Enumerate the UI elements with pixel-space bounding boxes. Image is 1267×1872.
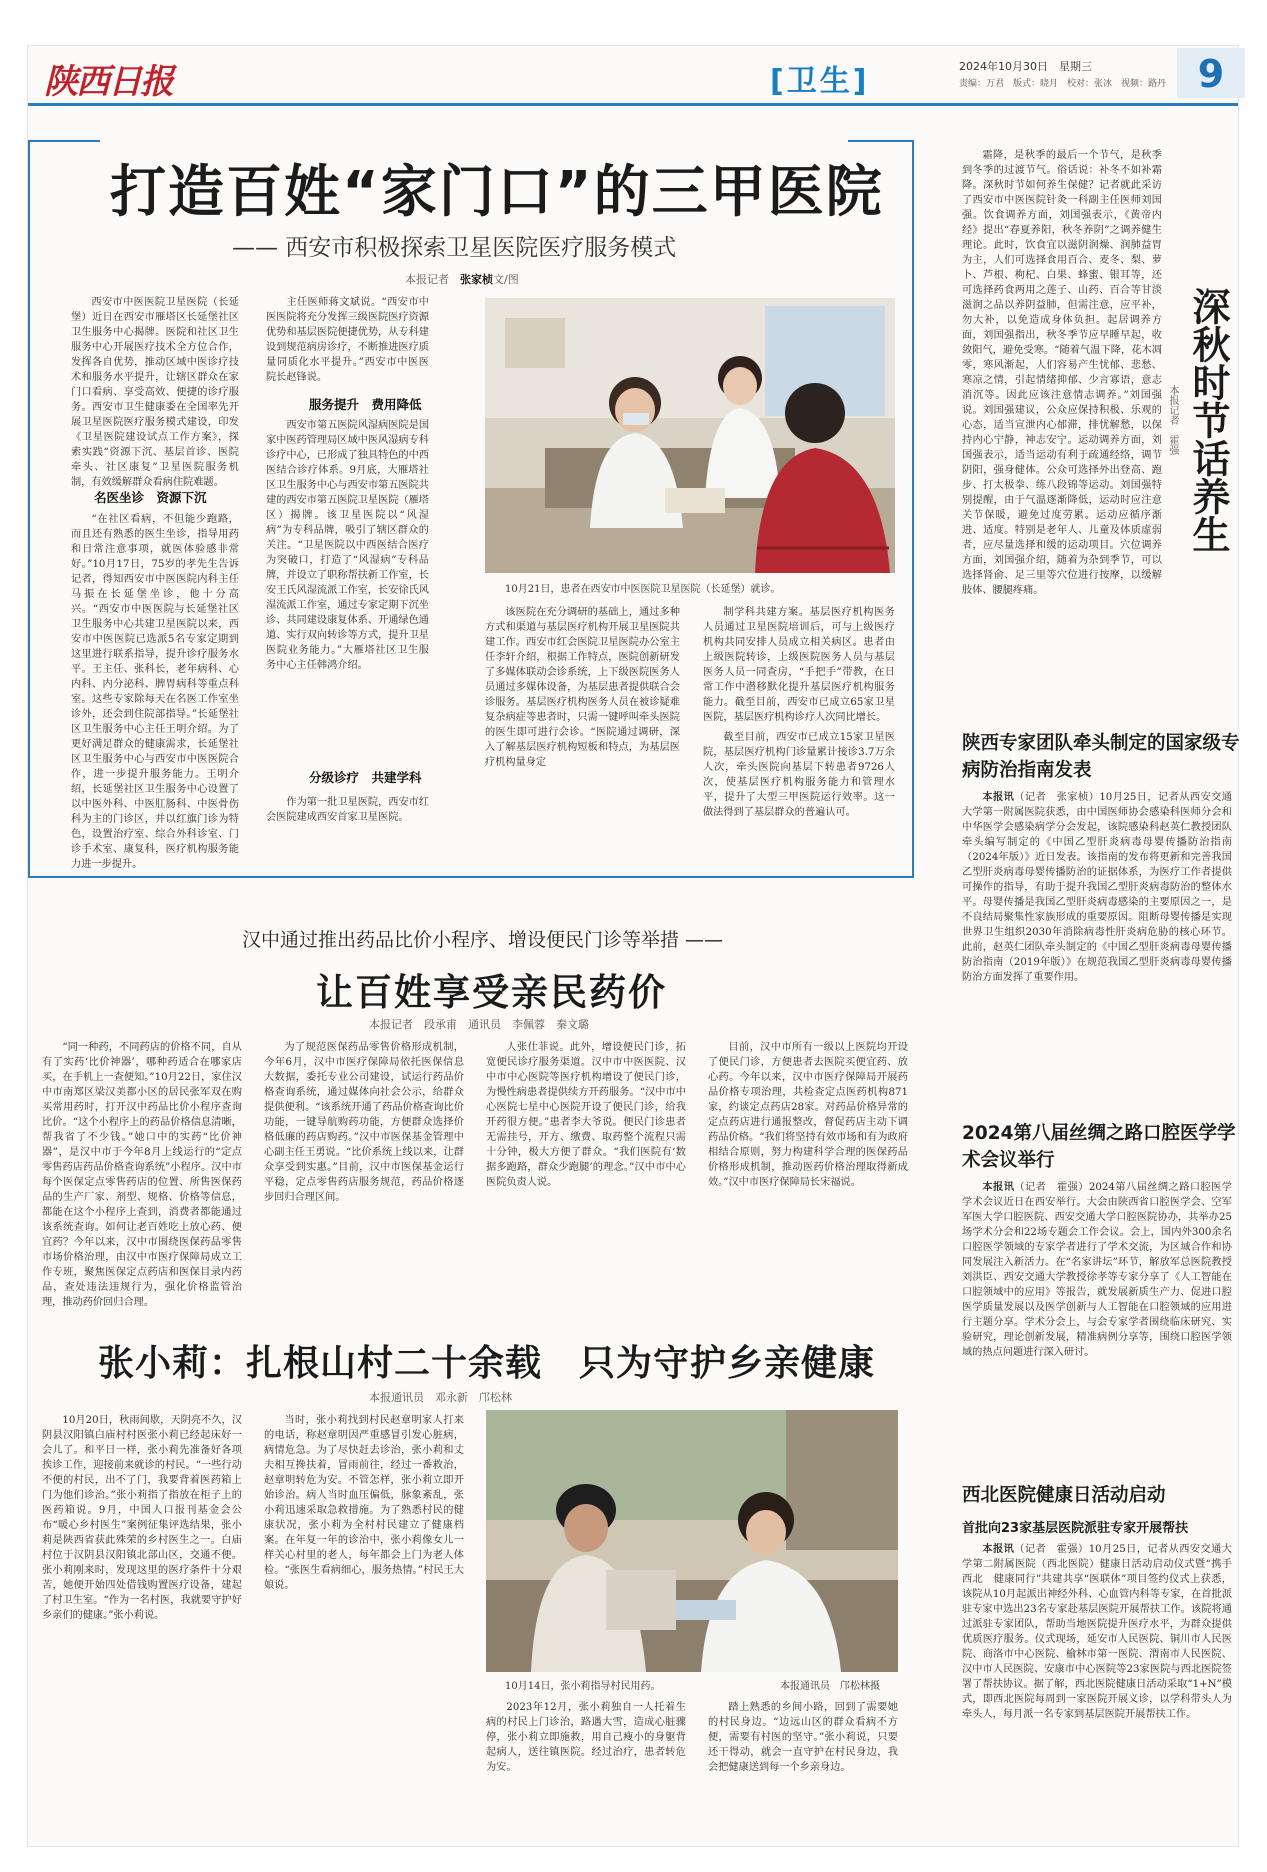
brief1-lead: 本报讯 [982, 791, 1015, 803]
article2-col3: 人张仕菲说。此外，增设便民门诊，拓宽便民诊疗服务渠道。汉中市中医医院、汉中市中心医院等医疗机构增设了便民门诊，为慢性病患者提供续方开药服务。“汉中市中心医院七星中心医院开设了便民门诊，给我开药很方便。”患者李大爷说。便民门诊患者无需挂号，开方、缴费、取药整个流程只需十分钟，极大方便了群众。“我们医院有‘数据多跑路，群众少跑腿’的理念。”汉中市中心医院负责人说。 [486, 1042, 686, 1188]
page-number: 9 [1177, 48, 1245, 98]
lead-subhead-3: 分级诊疗 共建学科 [309, 770, 422, 785]
lead-article-subtitle: —— 西安市积极探索卫星医院医疗服务模式 [232, 235, 677, 261]
lead-subhead-1: 名医坐诊 资源下沉 [94, 490, 207, 505]
brief2-title: 2024第八届丝绸之路口腔医学学术会议举行 [962, 1123, 1236, 1171]
article3-photo [486, 1410, 898, 1672]
brief3-title: 西北医院健康日活动启动 [962, 1485, 1166, 1506]
brief3-lead: 本报讯 [982, 1543, 1015, 1555]
brief1-title: 陕西专家团队牵头制定的国家级专病防治指南发表 [962, 733, 1240, 781]
article3-photo-caption: 10月14日，张小莉指导村民用药。 [505, 1681, 661, 1692]
lead-col5b: 截至目前，西安市已成立15家卫星医院，基层医疗机构门诊量累计接诊3.7万余人次，牵头医院向基层下转患者9726人次，使基层医疗机构服务能力和管理水平，提升了大型三甲医院运行效率。这一做法得到了基层群众的普遍认可。 [703, 732, 895, 818]
article3-title: 张小莉：扎根山村二十余载 只为守护乡亲健康 [98, 1343, 876, 1384]
article3-photo-credit: 本报通讯员 邝松林摄 [780, 1681, 880, 1692]
article3-col1: 10月20日，秋雨间歇，天阴亮不久，汉阴县汉阳镇白庙村村医张小莉已经起床好一会儿了。和平日一样，张小莉先准备好各项挨诊工作，迎接前来就诊的村民。“一些行动不便的村民，出不了门，我要背着医药箱上门为他们诊治。”张小莉指了指放在柜子上的医药箱说。9月，中国人口报刊基金会公布“暖心乡村医生”案例征集评选结果，张小莉是陕西省获此殊荣的乡村医生之一。白庙村位于汉阴县汉阳镇北部山区，交通不便。张小莉刚来时，发现这里的医疗条件十分艰苦，她便开始四处借钱购置医疗设备，建起了村卫生室。“作为一名村医，我就要守护好乡亲们的健康。”张小莉说。 [42, 1415, 242, 1621]
lead-photo-caption: 10月21日，患者在西安市中医医院卫星医院（长延堡）就诊。 [505, 584, 781, 595]
article2-byline: 本报记者 段承甫 通讯员 李佩蓉 秦文璐 [369, 1018, 589, 1031]
lead-col4: 该医院在充分调研的基础上，通过多种方式和渠道与基层医疗机构开展卫星医院共建工作。西安市红会医院卫星医院办公室主任李轩介绍，根据工作特点，医院创新研发了多媒体联动会诊系统，上下级医院医务人员通过多媒体设备，为基层患者提供联合会诊服务。基层医疗机构医务人员在被诊疑难复杂病症等患者时，只需一键呼叫牵头医院的医生即可进行会诊。“医院通过调研，深入了解基层医疗机构短板和特点，为基层医疗机构量身定 [485, 607, 680, 768]
masthead [44, 50, 1239, 102]
article2-col4: 目前，汉中市所有一级以上医院均开设了便民门诊，方便患者去医院买便宜药、放心药。今年以来，汉中市医疗保障局开展药品价格专项治理，共检查定点医药机构871家，约谈定点药店28家。对药品价格异常的定点药店进行通报整改，督促药店主动下调药品价格。“我们将坚持有效市场和有为政府相结合原则，努力构建科学合理的医保药品价格形成机制，推动医药价格治理取得新成效。”汉中市医疗保障局长宋福说。 [708, 1042, 908, 1188]
lead-col5: 制学科共建方案。基层医疗机构医务人员通过卫星医院培训后，可与上级医疗机构共同安排人员成立相关病区。患者由上级医院转诊，上级医院医务人员与基层医务人员一同查房，“手把手”带教，在日常工作中潜移默化提升基层医疗机构服务能力。截至目前，西安市已成立65家卫星医院，基层医疗机构诊疗人次同比增长。 [703, 607, 895, 723]
article3-col4: 踏上熟悉的乡间小路，回到了需要她的村民身边。“边远山区的群众看病不方便，需要有村医的坚守。”张小莉说，只要还干得动，就会一直守护在村民身边，我会把健康送到每一个乡亲身边。 [708, 1702, 898, 1773]
lead-col1: 西安市中医医院卫星医院（长延堡）近日在西安市雁塔区长延堡社区卫生服务中心揭牌。医院和社区卫生服务中心开展医疗技术全方位合作，发挥各自优势，推动区域中医诊疗技术和服务水平提升，让辖区群众在家门口看病、享受高效、便捷的诊疗服务。西安市卫生健康委在全国率先开展卫星医院医疗服务模式建设，印发《卫星医院建设试点工作方案》，探索实践“资源下沉、基层首诊、医院牵头、社区康复”卫星医院服务机制，有效缓解群众看病住院难题。 [71, 297, 239, 488]
feature-vertical-title: 深秋时节话养生 [1186, 287, 1230, 553]
lead-col2: “在社区看病，不但能少跑路，而且还有熟悉的医生坐诊，指导用药和日常注意事项，就医体验感非常好。”10月17日，75岁的孝先生告诉记者，得知西安市中医医院内科主任马振在长延堡坐诊，他十分高兴。“西安市中医医院与长延堡社区卫生服务中心共建卫星医院以来，西安市中医医院已选派5名专家定期到这里进行联系指导，提升诊疗服务水平。王主任、张科长，老年病科、心内科、内分泌科、脾胃病科等重点科室。这些专家除每天在名医工作室坐诊外，还会到住院部指导。”长延堡社区卫生服务中心主任王明介绍。为了更好满足群众的健康需求，长延堡社区卫生服务中心与西安市中医医院合作，进一步提升服务能力。王明介绍，长延堡社区卫生服务中心设置了以中医外科、中医肛肠科、中医骨伤科为主的门诊区，并以红旗门诊为特色，设置治疗室、综合外科诊室、门诊手术室、康复科，医疗机构服务能力进一步提升。 [71, 514, 239, 870]
article2-col2: 为了规范医保药品零售价格形成机制，今年6月，汉中市医疗保障局依托医保信息大数据，委托专业公司建设，试运行药品价格查询系统，通过媒体向社会公示，给群众提供便利。“该系统开通了药品价格查询比价功能，一键导航购药功能，方便群众选择价格低廉的药店购药。”汉中市医保基金管理中心副主任王勇说。“比价系统上线以来，让群众享受到实惠。”目前，汉中市医保基金运行平稳，定点零售药店服务规范，药品价格逐步回归合理区间。 [264, 1042, 464, 1203]
brief2-body: 本报讯（记者 霍强）2024第八届丝绸之路口腔医学学术会议近日在西安举行。大会由陕西省口腔医学会、空军军医大学口腔医院、西安交通大学口腔医院协办，共举办25场学术分会和22场专题会工作会议。会上，国内外300余名口腔医学领域的专家学者进行了学术交流，为区域合作和协同发展注入新活力。在“名家讲坛”环节，解放军总医院教授刘洪臣、西安交通大学教授徐孝等专家分享了《人工智能在口腔领域中的应用》等报告，就发展新质生产力、促进口腔医学质量发展以及医学创新与人工智能在口腔领域的应用进行主题分享。学术分会上，与会专家学者围绕临床研究、实验研究，理论创新发展，精准病例分享等，围绕口腔医学领域的热点问题进行深入研讨。 [962, 1181, 1232, 1358]
issue-date: 2024年10月30日 星期三 [959, 60, 1092, 73]
article3-col3: 2023年12月，张小莉独自一人托着生病的村民上门诊治，路遇大雪，造成心脏骤停，张小莉立即施救，用自己瘦小的身躯背起病人，送往镇医院。经过治疗，患者转危为安。 [486, 1702, 686, 1773]
article2-col1: “同一种药，不同药店的价格不同，自从有了实药‘比价神器’，哪种药适合在哪家店买，在手机上一查便知。”10月22日，家住汉中市南郑区梁汉美都小区的居民张军双在购买常用药时，打开汉中药品比价小程序查询比价。“这个小程序上的药品价格信息清晰，帮我省了不少钱。”她口中的实药“比价神器”，是汉中市于今年8月上线运行的“定点零售药店药品价格查询系统”小程序。汉中市每个医保定点零售药店的位置、所售医保药品的生产厂家、剂型、规格、价格等信息，都能在这个小程序上查到，消费者都能通过该系统查询。如何让老百姓吃上放心药、便宜药？今年以来，汉中市围绕医保药品零售市场价格治理，由汉中市医疗保障局成立工作专班，聚焦医保定点药店和医保目录内药品，查处违法违规行为，强化价格监管治理，推动药价回归合理。 [42, 1042, 242, 1308]
brief2-lead: 本报讯 [982, 1181, 1015, 1193]
lead-col3c: 作为第一批卫星医院，西安市红会医院建成西安首家卫星医院。 [266, 797, 430, 823]
lead-article-byline: 本报记者 张家桢文/图 [405, 273, 519, 286]
article3-byline: 本报通讯员 邓永新 邝松林 [369, 1391, 512, 1404]
article3-col2: 当时，张小莉找到村民赵章明家人打来的电话，称赵章明因严重感冒引发心脏病，病情危急。为了尽快赶去诊治，张小莉和丈夫相互搀扶着，冒雨前往，经过一番救治，赵章明转危为安。不管怎样，张小莉立即开始诊治。病人当时血压偏低，脉象紊乱，张小莉迅速采取急救措施。为了熟悉村民的健康状况，张小莉为全村村民建立了健康档案。在年复一年的诊治中，张小莉像女儿一样关心村里的老人，每年都会上门为老人体检。“张医生看病细心，服务热情。”村民王大娘说。 [264, 1415, 464, 1591]
masthead-rule [28, 103, 1238, 106]
lead-article-title: 打造百姓“家门口”的三甲医院 [110, 160, 884, 225]
newspaper-logo: 陕西日报 [44, 62, 172, 102]
editor-credits: 责编：万君 版式：晓月 校对：张冰 视频：路丹 [959, 79, 1167, 89]
lead-photo [485, 298, 895, 573]
section-tag: [卫生] [770, 64, 870, 99]
lead-col3: 主任医师蒋文斌说。“西安市中医医院将充分发挥三级医院医疗资源优势和基层医院便捷优势，从专科建设到规范病房诊疗，不断推进医疗质量同质化水平提升。”西安市中医医院长赵锋说。 [266, 297, 429, 383]
article2-kicker: 汉中通过推出药品比价小程序、增设便民门诊等举措 —— [242, 929, 724, 951]
clinic-consultation-illustration [485, 298, 895, 573]
brief3-body: 本报讯（记者 霍强）10月25日，记者从西安交通大学第二附属医院（西北医院）健康日活动启动仪式暨“携手西北 健康同行”共建共享“医联体”项目签约仪式上获悉，该院从10月起派出神经外科、心血管内科等专家，在首批派驻专家中选出23名专家赴基层医院开展帮扶工作。该院将通过派驻专家团队，帮助当地医院提升医疗水平，为群众提供优质医疗服务。仪式现场，延安市人民医院、铜川市人民医院、商洛市中心医院、榆林市第一医院、渭南市人民医院、汉中市人民医院、安康市中心医院等23家医院与西北医院签署了帮扶协议。据了解，西北医院健康日活动采取“1+N”模式，即西北医院每周到一家医院开展义诊，以学科带头人为牵头人，每月派一名专家到基层医院开展帮扶工作。 [962, 1543, 1232, 1720]
lead-col3b: 西安市第五医院风湿病医院是国家中医药管理局区域中医风湿病专科诊疗中心，已形成了独具特色的中西医结合诊疗体系。9月底，大雁塔社区卫生服务中心与西安市第五医院共建的西安市第五医院卫星医院（雁塔区）揭牌。该卫星医院以“风湿病”为专科品牌，吸引了辖区群众的关注。“卫星医院以中西医结合医疗为突破口，打造了“风湿病”专科品牌，并设立了职称帮扶新工作室，长安王氏风湿流派工作室，长安徐氏风湿流派工作室，通过专家定期下沉坐诊、共同建设康复体系、开通绿色通道、实行双向转诊等方式，提升卫星医院业务能力。”大雁塔社区卫生服务中心主任韩鸿介绍。 [266, 420, 430, 671]
brief3-subtitle: 首批向23家基层医院派驻专家开展帮扶 [962, 1521, 1189, 1536]
village-doctor-illustration [486, 1410, 898, 1672]
feature-byline: 本报记者 霍强 [1167, 385, 1178, 455]
feature-text: 霜降，是秋季的最后一个节气，是秋季到冬季的过渡节气。俗话说：补冬不如补霜降。深秋时节如何养生保健？记者就此采访了西安市中医医院针灸一科副主任医师刘国强。饮食调养方面，刘国强表示，《黄帝内经》提出“春夏养阳，秋冬养阴”之调养健生理论。此时，饮食宜以滋阴润燥、润肺益胃为主，人们可选择食用百合、麦冬、梨、萝卜、芦根、枸杞、白果、蜂蜜、银耳等，还可选择药食两用之莲子、山药、百合等甘淡滋润之品以养阴益肺，但需注意，应平补，勿大补，以免造成身体负担。起居调养方面，刘国强指出，秋冬季节应早睡早起，收敛阳气，避免受寒。“随着气温下降，花木凋零，寒风渐起，人们容易产生忧郁、悲愁、寒凉之情，引起情绪抑郁、少言寡语，意志消沉等。因此应该注意情志调养。”刘国强说。刘国强建议，公众应保持积极、乐观的心态，适当宣泄内心郁滞，排忧解愁，以保持内心宁静，神志安宁。运动调养方面，刘国强表示，适当运动有利于疏通经络，调节阴阳，强身健体。公众可选择外出登高、跑步、打太极拳、练八段锦等运动。刘国强特别提醒，由于气温逐渐降低，运动时应注意关节保暖，避免过度劳累。运动应循序渐进、适度。特别是老年人、儿童及体质虚弱者，应尽量选择和缓的运动项目。穴位调养方面，刘国强介绍，随着为杂到季节，可以选择肾俞、足三里等穴位进行按摩，以缓解肢体、腰腿疼痛。 [962, 150, 1162, 596]
article2-title: 让百姓享受亲民药价 [316, 971, 667, 1014]
brief1-body: 本报讯（记者 张家桢）10月25日，记者从西安交通大学第一附属医院获悉，由中国医师协会感染科医师分会和中华医学会感染病学分会发起，该院感染科赵英仁教授团队牵头编写制定的《中国乙型肝炎病毒母婴传播防治指南（2024年版）》近日发表。该指南的发布将更新和完善我国乙型肝炎病毒母婴传播防治的证据体系，为医疗工作者提供可操作的指导，有助于提升我国乙型肝炎病毒防治的整体水平。母婴传播是我国乙型肝炎病毒感染的主要原因之一，是不良结局聚集性家族形成的重要原因。阻断母婴传播是实现世界卫生组织2030年消除病毒性肝炎病危胁的核心环节。此前，赵英仁团队牵头制定的《中国乙型肝炎病毒母婴传播防治指南（2019年版）》在规范我国乙型肝炎病毒母婴传播防治方面发挥了重要作用。 [962, 791, 1232, 983]
lead-subhead-2: 服务提升 费用降低 [309, 397, 422, 412]
